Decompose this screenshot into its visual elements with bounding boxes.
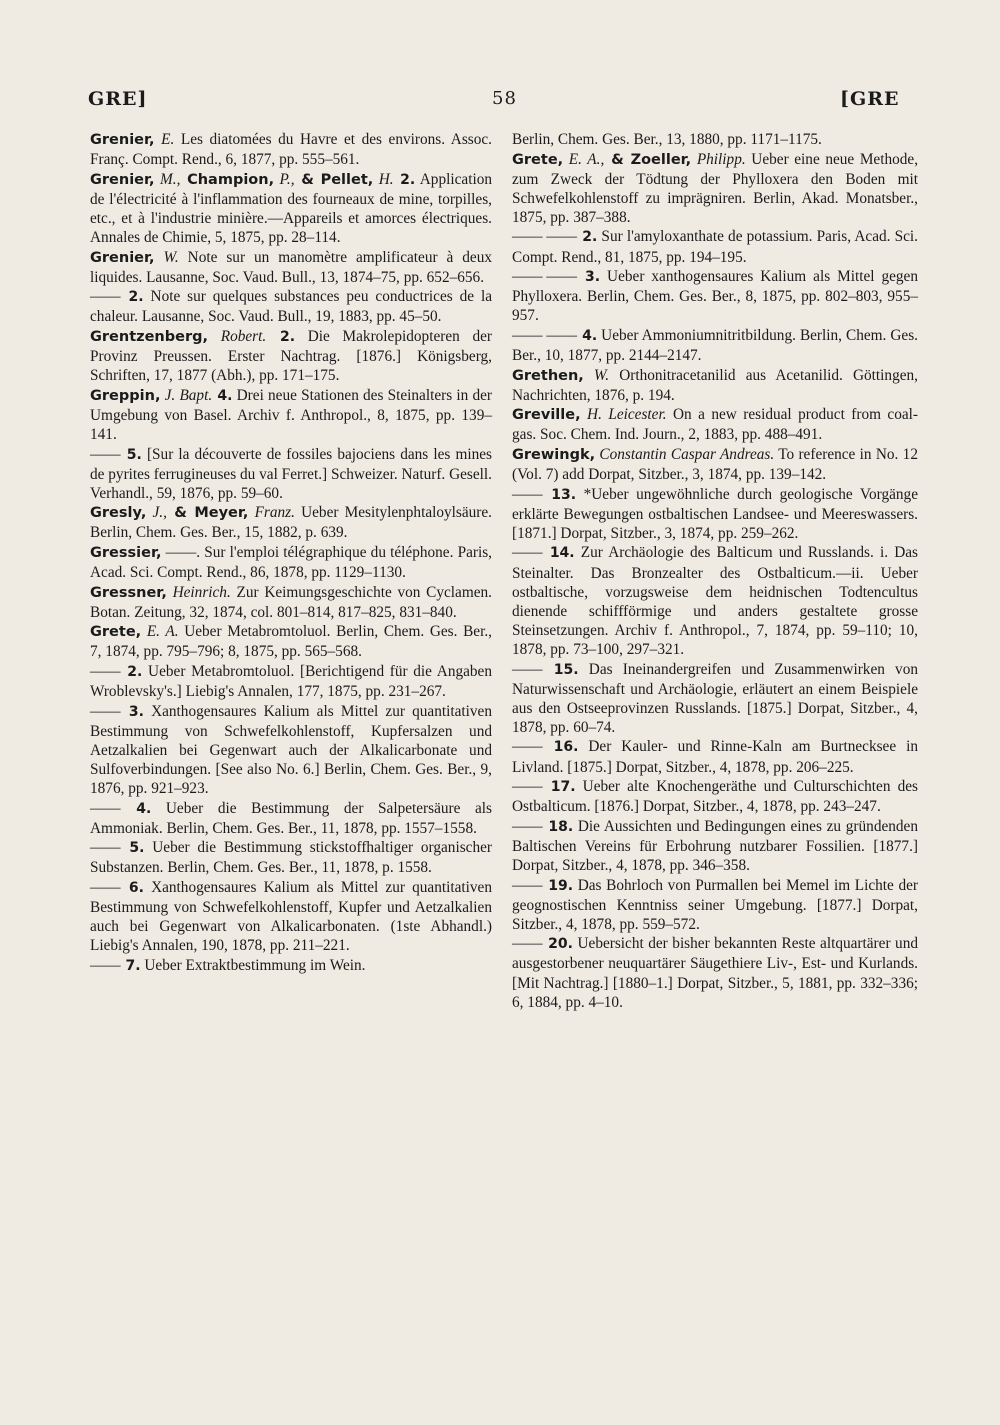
bibliography-entry: [90, 130, 492, 169]
bibliography-entry: [512, 817, 918, 875]
entry-text: To reference in No. 12 (Vol. 7) add Dorpat, Sitzber., 3, 1874, pp. 139–142.: [512, 446, 918, 484]
entry-number: 4.: [212, 387, 233, 404]
ditto-dash: ——: [90, 839, 121, 857]
author-given-name: Heinrich.: [172, 583, 231, 601]
bibliography-entry: [90, 543, 492, 582]
author-name: Grethen,: [512, 367, 584, 384]
author-name: Grete,: [90, 624, 142, 641]
entry-text: Ueber Extraktbestimmung im Wein.: [140, 956, 366, 974]
author-name: Gressner,: [90, 584, 167, 601]
entry-number: 5.: [120, 840, 145, 857]
entry-text: Der Kauler- und Rinne-Kaln am Burtnecksee in Livland. [1875.] Dorpat, Sitzber., 4, 1878, pp. 206–225.: [512, 738, 919, 776]
entry-number: 6.: [120, 880, 144, 897]
entry-number: 18.: [542, 818, 574, 835]
left-column: [90, 130, 492, 977]
entry-text: Zur Keimungsgeschichte von Cyclamen. Botan. Zeitung, 32, 1874, col. 801–814, 817–825, 831–840.: [90, 583, 493, 621]
author-name: Gresly,: [90, 505, 147, 522]
author-name: Grentzenberg,: [90, 328, 208, 345]
bibliography-entry: [90, 503, 492, 542]
author-given-name: E.: [161, 131, 175, 148]
entry-text: Sur l'amyloxanthate de potassium. Paris, Acad. Sci. Compt. Rend., 81, 1875, pp. 194–195.: [512, 228, 918, 266]
ditto-dash: —— ——: [512, 326, 578, 344]
entry-text: Xanthogensaures Kalium als Mittel zur quantitativen Bestimmung von Schwefelkohlenstoff, Kupfer und Aetzalkalien auch bei Gegenwart von Alkalicarbonaten. (1ste Abhandl.) Liebig's Annalen, 190, 1878, pp. 211–221.: [90, 879, 492, 955]
entry-text: [Sur la découverte de fossiles bajociens dans les mines de pyrites ferrugineuses du val Ferret.] Schweizer. Naturf. Gesell. Verhandl., 59, 1876, pp. 59–60.: [90, 445, 492, 502]
bibliography-entry: [512, 130, 918, 149]
ditto-dash: ——: [512, 935, 543, 953]
author-name: Grenier,: [90, 171, 155, 188]
entry-number: 2.: [120, 664, 143, 681]
entry-number: 2.: [577, 229, 598, 246]
author-given-name: M.,: [160, 170, 181, 188]
entry-number: 7.: [120, 957, 141, 974]
bibliography-entry: [512, 660, 918, 737]
ditto-dash: ——: [90, 956, 121, 974]
entry-text: Orthonitracetanilid aus Acetanilid. Göttingen, Nachrichten, 1876, p. 194.: [512, 366, 918, 404]
entry-text: Berlin, Chem. Ges. Ber., 13, 1880, pp. 1171–1175.: [512, 131, 822, 148]
coauthor-given-name: Philipp.: [696, 150, 746, 168]
ditto-dash: ——: [90, 445, 121, 463]
entry-number: 13.: [542, 486, 577, 503]
ditto-dash: ——: [512, 485, 543, 503]
bibliography-entry: [90, 622, 492, 661]
entry-text: Note sur un manomètre amplificateur à deux liquides. Lausanne, Soc. Vaud. Bull., 13, 1874–75, pp. 652–656.: [90, 248, 492, 286]
author-given-name: J.,: [152, 504, 167, 522]
author-name: Grenier,: [90, 132, 155, 148]
bibliography-entry: [512, 267, 918, 325]
coauthor-name: Champion,: [180, 171, 275, 188]
bibliography-entry: [90, 956, 492, 976]
entry-text: Note sur quelques substances peu conductrices de la chaleur. Lausanne, Soc. Vaud. Bull., 19, 1883, pp. 45–50.: [90, 288, 493, 326]
entry-number: 17.: [542, 779, 576, 796]
author-name: Gressier,: [90, 544, 162, 561]
entry-text: Die Aussichten und Bedingungen eines zu gründenden Baltischen Vereins für Erbohrung nutzbarer Fossilien. [1877.] Dorpat, Sitzber., 4, 1878, pp. 346–358.: [512, 817, 918, 874]
bibliography-entry: [90, 662, 492, 701]
entry-text: *Ueber ungewöhnliche durch geologische Vorgänge erklärte Bewegungen ostbaltischen Landsee- und Meereswassers. [1871.] Dorpat, Sitzber., 3, 1874, pp. 259–262.: [512, 485, 918, 542]
bibliography-entry: [90, 838, 492, 877]
author-given-name: Constantin Caspar Andreas.: [599, 446, 775, 463]
bibliography-entry: [90, 386, 492, 444]
coauthor-name: & Pellet,: [294, 171, 374, 188]
running-head-right: [GRE: [840, 88, 900, 110]
entry-text: Ueber Metabromtoluol. Berlin, Chem. Ges. Ber., 7, 1874, pp. 795–796; 8, 1875, pp. 565–568.: [90, 623, 492, 661]
bibliography-entry: [512, 445, 918, 484]
coauthor-name: & Meyer,: [166, 505, 249, 522]
ditto-dash: ——: [90, 288, 121, 306]
entry-text: Zur Archäologie des Balticum und Russlands. i. Das Steinalter. Das Bronzealter des Ostbalticum.—ii. Ueber ostbaltische, vorzugsweise dem heidnischen Todtencultus dienende schiffförmige und anders gestaltete grosse Steinsetzungen. Archiv f. Anthropol., 7, 1874, pp. 59–110; 10, 1878, pp. 73–100, 297–321.: [512, 544, 918, 658]
bibliography-entry: [90, 327, 492, 385]
coauthor-given-name: Franz.: [254, 504, 295, 522]
entry-number: 2.: [393, 171, 416, 188]
entry-number: 2.: [120, 289, 144, 306]
running-head-left: GRE]: [88, 88, 148, 110]
entry-text: Uebersicht der bisher bekannten Reste altquartärer und ausgestorbener neuquartärer Säugethiere Liv-, Est- und Kurlands. [Mit Nachtrag.] [1880–1.] Dorpat, Sitzber., 5, 1881, pp. 332–336; 6, 1884, pp. 4–10.: [512, 935, 918, 1011]
ditto-dash: ——: [90, 663, 121, 681]
entry-text: Ueber Ammoniumnitritbildung. Berlin, Chem. Ges. Ber., 10, 1877, pp. 2144–2147.: [512, 326, 918, 365]
author-name: Greville,: [512, 407, 581, 424]
author-given-name: W.: [593, 366, 610, 384]
ditto-dash: ——: [90, 702, 121, 720]
author-name: Grenier,: [90, 249, 155, 266]
entry-text: Ueber eine neue Methode, zum Zweck der Tödtung der Phylloxera den Boden mit Schwefelkohlenstoff zu imprägniren. Berlin, Akad. Monatsber., 1875, pp. 387–388.: [512, 150, 919, 226]
entry-text: Drei neue Stationen des Steinalters in der Umgebung von Basel. Archiv f. Anthropol., 8, 1875, pp. 139–141.: [90, 386, 492, 443]
ditto-dash: ——: [512, 660, 543, 678]
bibliography-entry: [90, 583, 492, 622]
author-given-name: H. Leicester.: [587, 406, 667, 424]
entry-text: Ueber die Bestimmung stickstoffhaltiger organischer Substanzen. Berlin, Chem. Ges. Ber., 11, 1878, p. 1558.: [90, 839, 492, 877]
entry-number: 19.: [542, 877, 574, 894]
ditto-dash: —— ——: [512, 268, 578, 286]
entry-text: On a new residual product from coal-gas. Soc. Chem. Ind. Journ., 2, 1883, pp. 488–491.: [512, 406, 918, 444]
entry-number: 4.: [120, 800, 152, 817]
author-given-name: E. A.,: [568, 150, 605, 168]
bibliography-entry: [90, 287, 492, 326]
bibliography-entry: [512, 934, 918, 1011]
author-name: Grewingk,: [512, 447, 596, 463]
bibliography-entry: [512, 326, 918, 365]
entry-text: Application de l'électricité à l'inflammation des fourneaux de mine, torpilles, etc., et à l'industrie minière.—Appareils et amorces électriques. Annales de Chimie, 5, 1875, pp. 28–114.: [90, 170, 492, 246]
entry-text: Ueber Mesitylenphtaloylsäure. Berlin, Chem. Ges. Ber., 15, 1882, p. 639.: [90, 504, 493, 542]
bibliography-entry: [90, 445, 492, 503]
ditto-dash: ——: [90, 799, 121, 817]
entry-text: ——. Sur l'emploi télégraphique du téléphone. Paris, Acad. Sci. Compt. Rend., 86, 1878, pp. 1129–1130.: [90, 543, 492, 582]
author-given-name: Robert.: [220, 327, 267, 345]
bibliography-entry: [512, 876, 918, 934]
author-given-name: E. A.: [146, 623, 179, 641]
right-column: [512, 130, 918, 1012]
entry-text: Ueber Metabromtoluol. [Berichtigend für die Angaben Wroblevsky's.] Liebig's Annalen, 177, 1875, pp. 231–267.: [90, 663, 492, 701]
ditto-dash: ——: [512, 738, 543, 756]
ditto-dash: ——: [90, 879, 121, 897]
ditto-dash: ——: [512, 778, 543, 796]
ditto-dash: —— ——: [512, 228, 578, 246]
entry-text: Das Bohrloch von Purmallen bei Memel im Lichte der geognostischen Kenntniss seiner Umgebung. [1877.] Dorpat, Sitzber., 4, 1878, pp. 559–572.: [512, 876, 918, 933]
entry-text: Die Makrolepidopteren der Provinz Preussen. Erster Nachtrag. [1876.] Königsberg, Schriften, 17, 1877 (Abh.), pp. 171–175.: [90, 327, 493, 385]
entry-number: 15.: [542, 661, 579, 678]
bibliography-entry: [512, 485, 918, 543]
bibliography-entry: [512, 777, 918, 816]
bibliography-entry: [512, 227, 918, 266]
entry-number: 14.: [542, 545, 575, 562]
bibliography-entry: [512, 366, 918, 405]
author-given-name: J. Bapt.: [164, 386, 213, 404]
bibliography-entry: [90, 878, 492, 955]
bibliography-entry: [90, 170, 492, 247]
ditto-dash: ——: [512, 544, 543, 562]
bibliography-entry: [512, 737, 918, 776]
bibliography-entry: [512, 405, 918, 444]
entry-text: Ueber xanthogensaures Kalium als Mittel gegen Phylloxera. Berlin, Chem. Ges. Ber., 8, 1875, pp. 802–803, 955–957.: [512, 268, 918, 325]
ditto-dash: ——: [512, 817, 543, 835]
page-number: 58: [492, 88, 517, 109]
bibliography-entry: [90, 799, 492, 838]
author-given-name: W.: [163, 248, 179, 266]
entry-number: 3.: [120, 703, 144, 720]
entry-number: 4.: [577, 327, 598, 344]
ditto-dash: ——: [512, 876, 543, 894]
coauthor-name: & Zoeller,: [604, 151, 692, 168]
entry-number: 5.: [120, 446, 142, 463]
entry-text: Das Ineinandergreifen und Zusammenwirken von Naturwissenschaft und Archäologie, erläutert an einem Beispiele aus den Ostseeprovinzen Russlands. [1875.] Dorpat, Sitzber., 4, 1878, pp. 60–74.: [512, 660, 918, 736]
coauthor-given-name: H.: [378, 170, 394, 188]
entry-number: 2.: [266, 328, 296, 345]
entry-number: 3.: [577, 269, 601, 286]
entry-number: 16.: [542, 739, 579, 756]
bibliography-entry: [512, 150, 918, 227]
entry-text: Les diatomées du Havre et des environs. Assoc. Franç. Compt. Rend., 6, 1877, pp. 555–561.: [90, 131, 492, 169]
bibliography-entry: [512, 543, 918, 659]
bibliography-entry: [90, 248, 492, 287]
entry-text: Ueber alte Knochengeräthe und Culturschichten des Ostbalticum. [1876.] Dorpat, Sitzber., 4, 1878, pp. 243–247.: [512, 778, 918, 816]
entry-number: 20.: [542, 936, 573, 953]
bibliography-entry: [90, 702, 492, 798]
author-name: Grete,: [512, 151, 564, 168]
coauthor-given-name: P.,: [279, 170, 295, 188]
entry-text: Ueber die Bestimmung der Salpetersäure als Ammoniak. Berlin, Chem. Ges. Ber., 11, 1878, pp. 1557–1558.: [90, 799, 492, 837]
author-name: Greppin,: [90, 387, 161, 404]
entry-text: Xanthogensaures Kalium als Mittel zur quantitativen Bestimmung von Schwefelkohlenstoff, Kupfersalzen und Aetzalkalien bei Gegenwart auch der Alkalicarbonate und Sulfoverbindungen. [See also No. 6.] Berlin, Chem. Ges. Ber., 9, 1876, pp. 921–923.: [90, 702, 492, 798]
